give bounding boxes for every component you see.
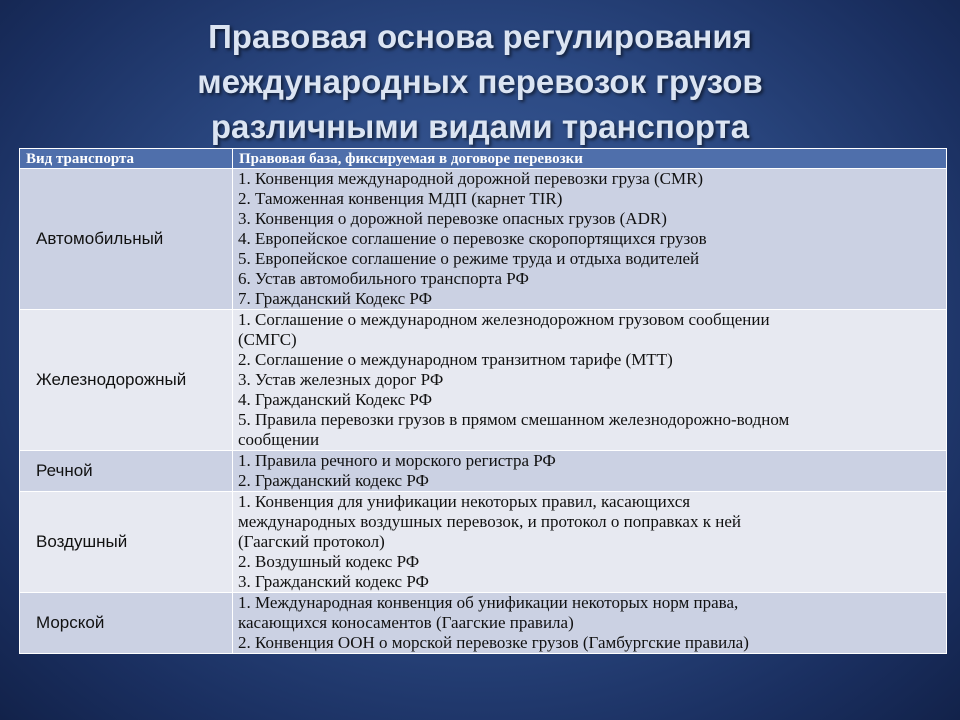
legal-basis-line: 1. Правила речного и морского регистра РФ xyxy=(238,451,556,470)
legal-basis-line: 1. Соглашение о международном железнодорожном грузовом сообщении xyxy=(238,310,770,329)
title-line: различными видами транспорта xyxy=(210,108,750,145)
legal-basis-line: касающихся коносаментов (Гаагские правила) xyxy=(238,613,574,632)
title-line: международных перевозок грузов xyxy=(197,63,763,100)
legal-basis-line: 2. Соглашение о международном транзитном тарифе (МТТ) xyxy=(238,350,673,369)
legal-basis-cell xyxy=(233,451,947,492)
legal-basis-line: 3. Гражданский кодекс РФ xyxy=(238,572,429,591)
table-row xyxy=(20,492,947,593)
legal-basis-table xyxy=(19,148,947,654)
legal-basis-cell xyxy=(233,492,947,593)
header-legal-basis: Правовая база, фиксируемая в договоре перевозки xyxy=(233,149,947,169)
table-row xyxy=(20,310,947,451)
legal-basis-line: 7. Гражданский Кодекс РФ xyxy=(238,289,433,308)
legal-basis-line: 1. Конвенция для унификации некоторых правил, касающихся xyxy=(238,492,691,511)
legal-basis-line: 5. Правила перевозки грузов в прямом смешанном железнодорожно-водном xyxy=(238,410,790,429)
slide-title xyxy=(0,14,960,149)
legal-basis-line: 2. Таможенная конвенция МДП (карнет TIR) xyxy=(238,189,563,208)
table-row xyxy=(20,593,947,654)
title-line: Правовая основа регулирования xyxy=(208,18,752,55)
transport-type-cell: Железнодорожный xyxy=(20,310,233,451)
legal-basis-line: 5. Европейское соглашение о режиме труда и отдыха водителей xyxy=(238,249,700,268)
legal-basis-line: 2. Гражданский кодекс РФ xyxy=(238,471,429,490)
legal-basis-line: (СМГС) xyxy=(238,330,297,349)
legal-basis-line: 4. Европейское соглашение о перевозке скоропортящихся грузов xyxy=(238,229,707,248)
transport-type-cell: Воздушный xyxy=(20,492,233,593)
legal-basis-line: 3. Конвенция о дорожной перевозке опасных грузов (ADR) xyxy=(238,209,667,228)
legal-basis-line: международных воздушных перевозок, и протокол о поправках к ней xyxy=(238,512,741,531)
legal-basis-line: 1. Конвенция международной дорожной перевозки груза (CMR) xyxy=(238,169,704,188)
legal-basis-line: сообщении xyxy=(238,430,320,449)
table-row xyxy=(20,451,947,492)
legal-basis-line: 4. Гражданский Кодекс РФ xyxy=(238,390,433,409)
legal-basis-line: 6. Устав автомобильного транспорта РФ xyxy=(238,269,529,288)
transport-type-cell: Автомобильный xyxy=(20,169,233,310)
legal-basis-line: 2. Конвенция ООН о морской перевозке грузов (Гамбургские правила) xyxy=(238,633,749,652)
transport-type-cell: Речной xyxy=(20,451,233,492)
table-row xyxy=(20,169,947,310)
transport-type-cell: Морской xyxy=(20,593,233,654)
legal-basis-line: (Гаагский протокол) xyxy=(238,532,385,551)
legal-basis-cell xyxy=(233,310,947,451)
legal-basis-line: 2. Воздушный кодекс РФ xyxy=(238,552,420,571)
legal-basis-cell xyxy=(233,593,947,654)
legal-basis-line: 3. Устав железных дорог РФ xyxy=(238,370,444,389)
legal-basis-cell xyxy=(233,169,947,310)
table-header-row xyxy=(20,149,947,169)
legal-basis-line: 1. Международная конвенция об унификации некоторых норм права, xyxy=(238,593,739,612)
header-transport-type: Вид транспорта xyxy=(20,149,233,169)
